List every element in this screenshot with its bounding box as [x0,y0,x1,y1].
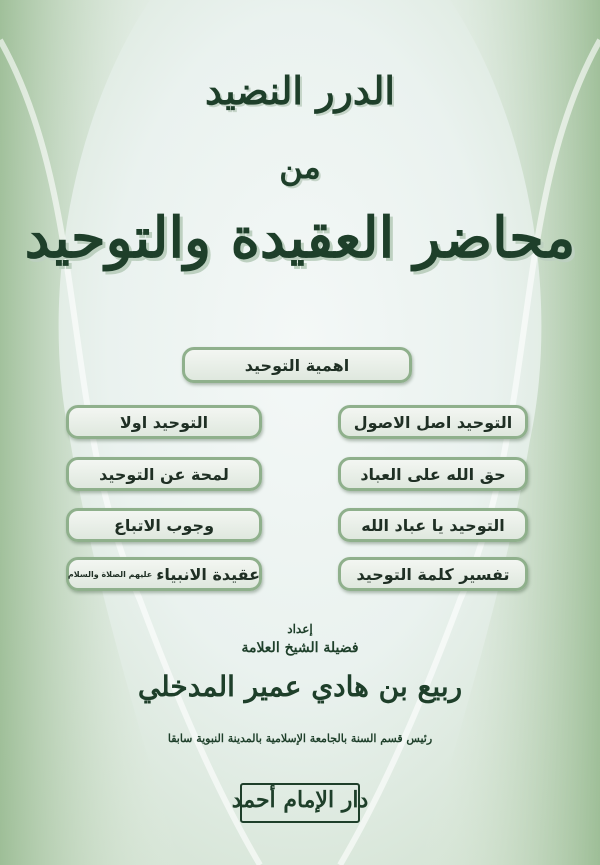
topic-left-4: عقيدة الانبياء عليهم الصلاة والسلام [66,557,262,591]
title-line-2: من [279,148,321,186]
topic-left-3: وجوب الاتباع [66,508,262,542]
title-line-3: محاضر العقيدة والتوحيد [24,205,576,271]
topic-right-4: تفسير كلمة التوحيد [338,557,528,591]
prepared-by-label: إعداد [287,622,313,636]
topic-right-2: حق الله على العباد [338,457,528,491]
topic-right-1: التوحيد اصل الاصول [338,405,528,439]
author-honorific: فضيلة الشيخ العلامة [241,640,359,656]
topic-main: اهمية التوحيد [182,347,412,383]
author-role: رئيس قسم السنة بالجامعة الإسلامية بالمدينة النبوية سابقا [167,732,433,745]
prophets-note: عليهم الصلاة والسلام [67,569,153,579]
topic-left-1: التوحيد اولا [66,405,262,439]
publisher-name: دار الإمام أحمد [231,787,369,813]
author-name: ربيع بن هادي عمير المدخلي [137,670,463,703]
title-line-1: الدرر النضيد [205,68,395,113]
topic-left-2: لمحة عن التوحيد [66,457,262,491]
topic-right-3: التوحيد يا عباد الله [338,508,528,542]
